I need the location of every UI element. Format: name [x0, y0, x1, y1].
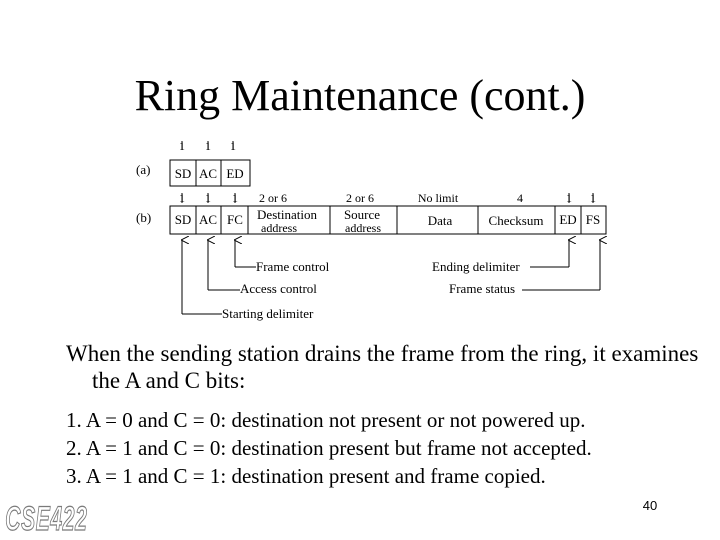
- field-source-address: Source: [343, 207, 381, 222]
- field-sd: SD: [174, 166, 192, 181]
- field-checksum: Checksum: [488, 213, 544, 228]
- row-a-byte-count: 1: [230, 139, 236, 153]
- slide-body: [66, 340, 706, 490]
- row-a-label: (a): [136, 162, 151, 177]
- row-b-byte-count-ticks: [182, 193, 593, 203]
- row-b-byte-count: 1: [566, 191, 572, 205]
- row-b-byte-count: No limit: [417, 191, 459, 205]
- label-frame-control: Frame control: [256, 259, 330, 274]
- label-starting-delimiter: Starting delimiter: [222, 306, 314, 321]
- row-b-label: (b): [136, 210, 152, 225]
- row-b-byte-count: 2 or 6: [259, 191, 287, 205]
- list-item: 3. A = 1 and C = 1: destination present and frame copied.: [66, 464, 546, 488]
- label-access-control: Access control: [240, 281, 317, 296]
- intro-paragraph: When the sending station drains the frame from the ring, it examines the A and C bits:: [66, 341, 699, 393]
- row-b-byte-count: 2 or 6: [346, 191, 374, 205]
- label-ending-delimiter: Ending delimiter: [432, 259, 520, 274]
- field-ed: ED: [559, 212, 577, 227]
- field-sd: SD: [174, 212, 192, 227]
- slide-title: Ring Maintenance (cont.): [134, 71, 586, 120]
- row-b-byte-count: 4: [517, 191, 523, 205]
- label-frame-status: Frame status: [449, 281, 516, 296]
- field-data: Data: [427, 213, 453, 228]
- field-ac: AC: [198, 166, 218, 181]
- field-ed: ED: [226, 166, 244, 181]
- field-fc: FC: [227, 212, 243, 227]
- row-a-byte-count: 1: [205, 139, 211, 153]
- list-item: 2. A = 1 and C = 0: destination present but frame not accepted.: [66, 436, 592, 460]
- annotation-arrows: [182, 240, 600, 314]
- field-fs: FS: [585, 212, 601, 227]
- svg-text:CSE422: CSE422: [5, 498, 88, 538]
- page-number: 40: [642, 498, 658, 513]
- row-b-byte-count: 1: [179, 191, 185, 205]
- field-destination-address: Destination: [257, 207, 317, 222]
- bit-cases-list: [66, 406, 706, 490]
- field-source-address: address: [345, 221, 381, 235]
- row-b-byte-count: 1: [590, 191, 596, 205]
- field-destination-address: address: [261, 221, 297, 235]
- row-b-byte-count: 1: [205, 191, 211, 205]
- field-ac: AC: [198, 212, 218, 227]
- course-logo: [4, 490, 94, 538]
- list-item: 1. A = 0 and C = 0: destination not present or not powered up.: [66, 408, 586, 432]
- row-b-byte-count: 1: [232, 191, 238, 205]
- row-a-byte-count: 1: [179, 139, 185, 153]
